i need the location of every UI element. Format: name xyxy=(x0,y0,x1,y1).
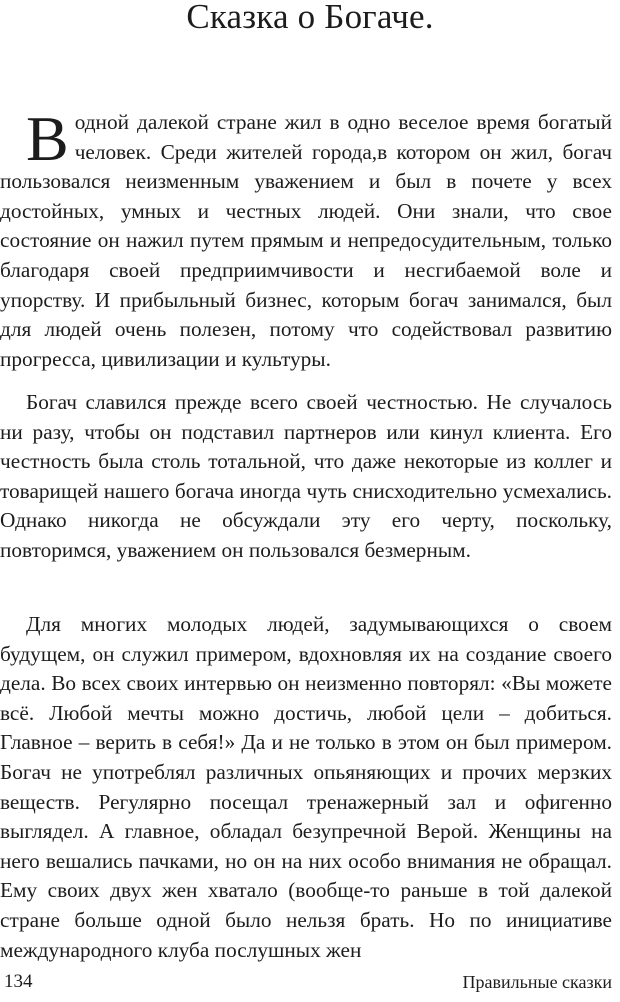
running-title: Правильные сказки xyxy=(462,972,612,992)
paragraph-2: Богач славился прежде всего своей честностью. Не случалось ни разу, чтобы он подставил партнеров или кинул клиента. Его честность была столь тотальной, что даже некоторые из коллег и товарищей нашего богача иногда чуть снисходительно усмехались. Однако никогда не обсуждали эту его черту, поскольку, повторимся, уважением он пользовался безмерным. xyxy=(0,390,612,562)
paragraph-3: Для многих молодых людей, задумывающихся о своем будущем, он служил примером, вдохновляя их на создание своего дела. Во всех своих интервью он неизменно повторял: «Вы можете всё. Любой мечты можно достичь, любой цели – добиться. Главное – верить в себя!» Да и не только в этом он был примером. Богач не употреблял различных опьяняющих и прочих мерзких веществ. Регулярно посещал тренажерный зал и офигенно выглядел. А главное, обладал безупречной Верой. Женщины на него вешались пачками, но он на них особо внимания не обращал. Ему своих двух жен хватало (вообще-то раньше в той далекой стране больше одной было нельзя брать. Но по инициативе международного клуба послушных жен xyxy=(0,612,612,962)
paragraph-1 xyxy=(0,103,612,374)
page-number: 134 xyxy=(4,971,33,992)
drop-cap: В xyxy=(26,103,69,174)
chapter-title: Сказка о Богаче. xyxy=(186,0,434,36)
paragraph-1-text: одной далекой стране жил в одно веселое время богатый человек. Среди жителей города,в котором он жил, богач пользовался неизменным уважением и был в почете у всех достойных, умных и честных людей. Они знали, что свое состояние он нажил путем прямым и непредосудительным, только благодаря своей предприимчивости и несгибаемой воле и упорству. И прибыльный бизнес, которым богач занимался, был для людей очень полезен, потому что содействовал развитию прогресса, цивилизации и культуры. xyxy=(0,110,612,371)
